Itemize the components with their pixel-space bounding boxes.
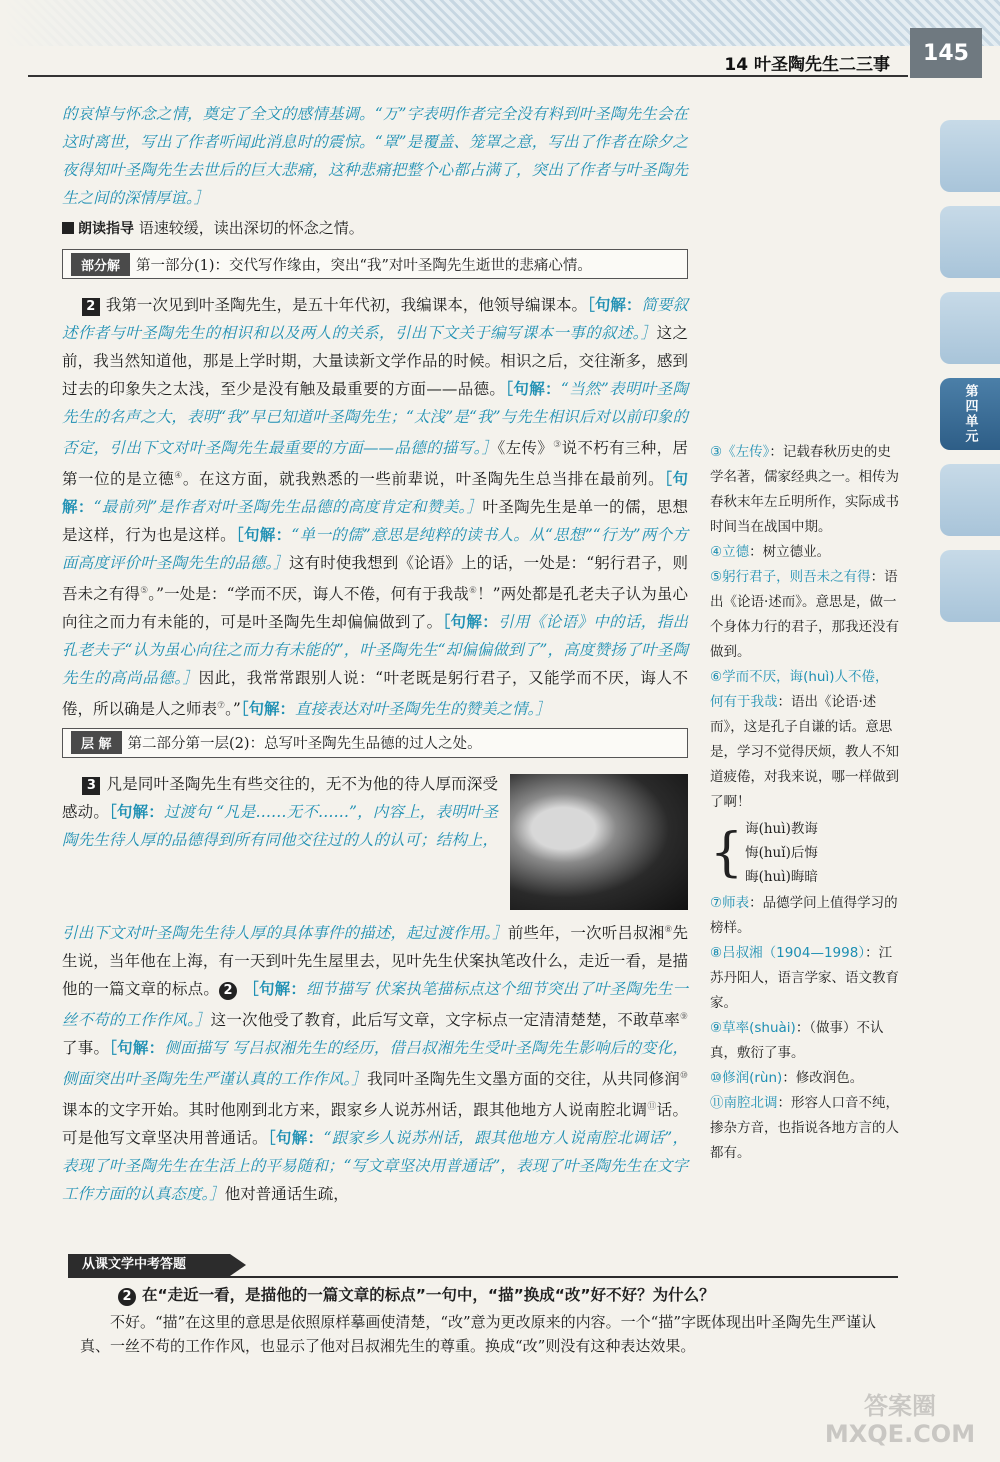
homophone-2: 悔(huǐ)后悔: [745, 845, 818, 861]
p2-t5: 。在这方面，就我熟悉的一些前辈说，叶圣陶先生总当排在最前列。: [182, 470, 665, 489]
header-band: [0, 0, 1000, 46]
section-text-1: 第一部分(1)：交代写作缘由，突出“我”对叶圣陶先生逝世的悲痛心情。: [136, 257, 592, 274]
chapter-title: 14 叶圣陶先生二三事: [724, 55, 890, 75]
footnote-4: ④立德：树立德业。: [710, 544, 831, 560]
footnote-ref-11[interactable]: ⑪: [647, 1102, 657, 1113]
exam-question-number: 2: [118, 1288, 136, 1306]
footnotes-sidebar: [710, 440, 900, 1166]
p2-t9: ！”两处都是孔老夫子认为虽心向往之而力有未能的，可是叶圣陶先生却偏偏做到了。: [62, 585, 688, 632]
exam-rule: [68, 1276, 898, 1278]
p3-t4: 这一次他受了教育，此后写文章，文字标点一定清清楚楚，不敢草率: [210, 1010, 680, 1029]
exam-question-text: 在“走近一看，是描他的一篇文章的标点”一句中，“描”换成“改”好不好？为什么？: [142, 1286, 715, 1304]
watermark-logo: [810, 1392, 990, 1454]
paragraph-number-3: 3: [82, 777, 100, 795]
section-tag-2: 层 解: [71, 731, 122, 754]
p2-note-5: ［句解：引用《论语》中的话，指出孔老夫子“认为虽心向往之而力有未能的”，叶圣陶先生“却偏偏做到了”，高度赞扬了叶圣陶先生的高尚品德。］: [62, 613, 688, 688]
side-tab-2[interactable]: [940, 206, 1000, 278]
footnote-ref-9[interactable]: ⑨: [679, 1011, 688, 1022]
p3-t1: 凡是同叶圣陶先生有些交往的，无不为他的待人厚而深受感动。: [62, 774, 498, 821]
p2-t8: 。”一处是：“学而不厌，诲人不倦，何有于我哉: [148, 585, 469, 604]
footnote-ref-4[interactable]: ④: [174, 471, 183, 482]
footnote-3: ③《左传》：记载春秋历史的史学名著，儒家经典之一。相传为春秋末年左丘明所作，实际成书时间当在战国中期。: [710, 444, 899, 535]
section-text-2: 第二部分第一层(2)：总写叶圣陶先生品德的过人之处。: [127, 736, 482, 753]
reading-guide-label: 朗读指导: [78, 221, 134, 237]
side-tab-1[interactable]: [940, 120, 1000, 192]
p2-t3: 《左传》: [497, 439, 554, 458]
side-tab-unit-4[interactable]: 第四单元: [940, 378, 1000, 450]
homophone-1: 诲(huì)教诲: [745, 821, 818, 837]
p2-t1: 我第一次见到叶圣陶先生，是五十年代初，我编课本，他领导编课本。: [105, 296, 588, 314]
watermark-line-2: MXQE.COM: [824, 1420, 976, 1448]
p3-t3: 先生说，当年他在上海，有一天到叶先生屋里去，见叶先生伏案执笔改什么，走近一看，是描他的一篇文章的标点。: [62, 923, 688, 998]
footnote-10: ⑩修润(rùn)：修改润色。: [710, 1070, 864, 1086]
side-tab-6[interactable]: [940, 550, 1000, 622]
exam-answer: 不好。“描”在这里的意思是依照原样摹画使清楚，“改”意为更改原来的内容。一个“描”字既体现出叶圣陶先生严谨认真、一丝不苟的工作作风，也显示了他对吕叔湘先生的尊重。换成“改”则没有这种表达效果。: [80, 1313, 877, 1355]
p2-t7: 这有时使我想到《论语》上的话，一处是：“躬行君子，则吾未之有得: [62, 554, 688, 604]
page-number: 145: [910, 28, 982, 78]
section-analysis-1: [62, 249, 688, 279]
p3-t8: 话。可是他写文章坚决用普通话。: [62, 1101, 688, 1148]
p2-t2: 这之前，我当然知道他，那是上学时期，大量读新文学作品的时候。相识之后，交往渐多，感到过去的印象失之太浅，至少是没有触及最重要的方面——品德。: [62, 324, 688, 398]
section-analysis-2: [62, 728, 688, 758]
p2-t10: 因此，我常常跟别人说：“叶老既是躬行君子，又能学而不厌，诲人不倦，所以确是人之师表: [62, 669, 688, 719]
exam-banner: 从课文学中考答题: [68, 1254, 230, 1276]
p2-note-3: ［句解：“最前列”是作者对叶圣陶先生品德的高度肯定和赞美。］: [62, 470, 688, 517]
footnote-8: ⑧吕叔湘（1904—1998）：江苏丹阳人，语言学家、语文教育家。: [710, 945, 899, 1011]
brace-symbol: {: [710, 823, 744, 883]
reading-guide-text: 语速较缓，读出深切的怀念之情。: [138, 219, 364, 237]
p2-note-1: ［句解：简要叙述作者与叶圣陶先生的相识和以及两人的关系，引出下文关于编写课本一事的叙述。］: [62, 296, 688, 342]
p3-t2: 前些年，一次听吕叔湘: [507, 923, 665, 942]
p3-note-4: ［句解：“跟家乡人说苏州话，跟其他地方人说南腔北调话”，表现了叶圣陶先生在生活上的平易随和；“写文章坚决用普通话”，表现了叶圣陶先生在文字工作方面的认真态度。］: [62, 1129, 688, 1204]
footnote-ref-7[interactable]: ⑦: [217, 701, 226, 712]
intro-note: 的哀悼与怀念之情，奠定了全文的感情基调。“万”字表明作者完全没有料到叶圣陶先生会在这时离世，写出了作者听闻此消息时的震惊。“罩”是覆盖、笼罩之意，写出了作者在除夕之夜得知叶圣陶先生去世后的巨大悲痛，这种悲痛把整个心都占满了，突出了作者与叶圣陶先生之间的深情厚谊。］: [62, 105, 688, 207]
homophone-group: [710, 817, 900, 889]
p2-t11: 。”: [225, 700, 241, 719]
footnote-ref-10[interactable]: ⑩: [679, 1070, 688, 1081]
footnote-7: ⑦师表：品德学问上值得学习的榜样。: [710, 895, 898, 936]
p2-t6: 叶圣陶先生是单一的儒，思想是这样，行为也是这样。: [62, 498, 688, 545]
main-text-column: [62, 100, 688, 1208]
p3-note-2: ［句解：细节描写 伏案执笔描标点这个细节突出了叶圣陶先生一丝不苟的工作作风。］: [62, 979, 688, 1029]
section-tag-1: 部分解: [71, 253, 130, 276]
p2-t4: 说不朽有三种，居第一位的是立德: [62, 439, 688, 489]
paragraph-2: [62, 291, 688, 724]
reading-guide: [62, 216, 688, 241]
p3-note-3: ［句解：侧面描写 写吕叔湘先生的经历，借吕叔湘先生受叶圣陶先生影响后的变化，侧面突出叶圣陶先生严谨认真的工作作风。］: [62, 1038, 688, 1089]
side-tabs: [940, 120, 1000, 636]
watermark-line-1: 答案圈: [864, 1392, 936, 1420]
header-fade: [0, 0, 420, 46]
book-icon: [62, 222, 74, 234]
p3-t9: 他对普通话生疏，: [224, 1185, 349, 1204]
p3-t6: 我同叶圣陶先生文墨方面的交往，从共同修润: [367, 1070, 680, 1089]
footnote-6: ⑥学而不厌，诲(huì)人不倦，何有于我哉：语出《论语·述而》，这是孔子自谦的话。意思是，学习不觉得厌烦，教人不知道疲倦，对我来说，哪一样做到了啊！: [710, 669, 899, 810]
footnote-11: ⑪南腔北调：形容人口音不纯，掺杂方音，也指说各地方言的人都有。: [710, 1095, 899, 1161]
p2-note-4: ［句解：“单一的儒”意思是纯粹的读书人。从“思想”“行为”两个方面高度评价叶圣陶先生的品德。］: [62, 526, 688, 573]
footnote-ref-8[interactable]: ⑧: [664, 924, 673, 935]
p2-note-6: ［句解：直接表达对叶圣陶先生的赞美之情。］: [240, 700, 551, 719]
exam-question-marker[interactable]: 2: [219, 982, 237, 1000]
footnote-ref-3[interactable]: ③: [553, 440, 562, 450]
exam-question: [118, 1283, 898, 1307]
paragraph-3: [62, 770, 688, 1209]
footnote-ref-6[interactable]: ⑥: [468, 586, 478, 597]
header-rule: [28, 75, 908, 77]
homophone-3: 晦(huì)晦暗: [745, 869, 818, 885]
p3-t7: 课本的文字开始。其时他刚到北方来，跟家乡人说苏州话，跟其他地方人说南腔北调: [62, 1101, 648, 1120]
p3-note-1: ［句解：过渡句 “凡是……无不……”，内容上，表明叶圣陶先生待人厚的品德得到所有同他交往过的人的认可；结构上，引出下文对叶圣陶先生待人厚的具体事件的描述，起过渡作用。］: [62, 802, 508, 942]
side-tab-3[interactable]: [940, 292, 1000, 364]
p2-note-2: ［句解：“当然”表明叶圣陶先生的名声之大，表明“我”早已知道叶圣陶先生；“太浅”是“我”与先生相识后对以前印象的否定，引出下文对叶圣陶先生最重要的方面——品德的描写。］: [62, 380, 688, 458]
paragraph-number-2: 2: [82, 298, 100, 316]
footnote-9: ⑨草率(shuài)：（做事）不认真，敷衍了事。: [710, 1020, 884, 1061]
footnote-ref-5[interactable]: ⑤: [140, 586, 149, 597]
p3-t5: 了事。: [62, 1038, 110, 1057]
footnote-5: ⑤躬行君子，则吾未之有得：语出《论语·述而》。意思是，做一个身体力行的君子，那我还没有做到。: [710, 569, 899, 660]
portrait-photo: [510, 774, 688, 910]
side-tab-5[interactable]: [940, 464, 1000, 536]
